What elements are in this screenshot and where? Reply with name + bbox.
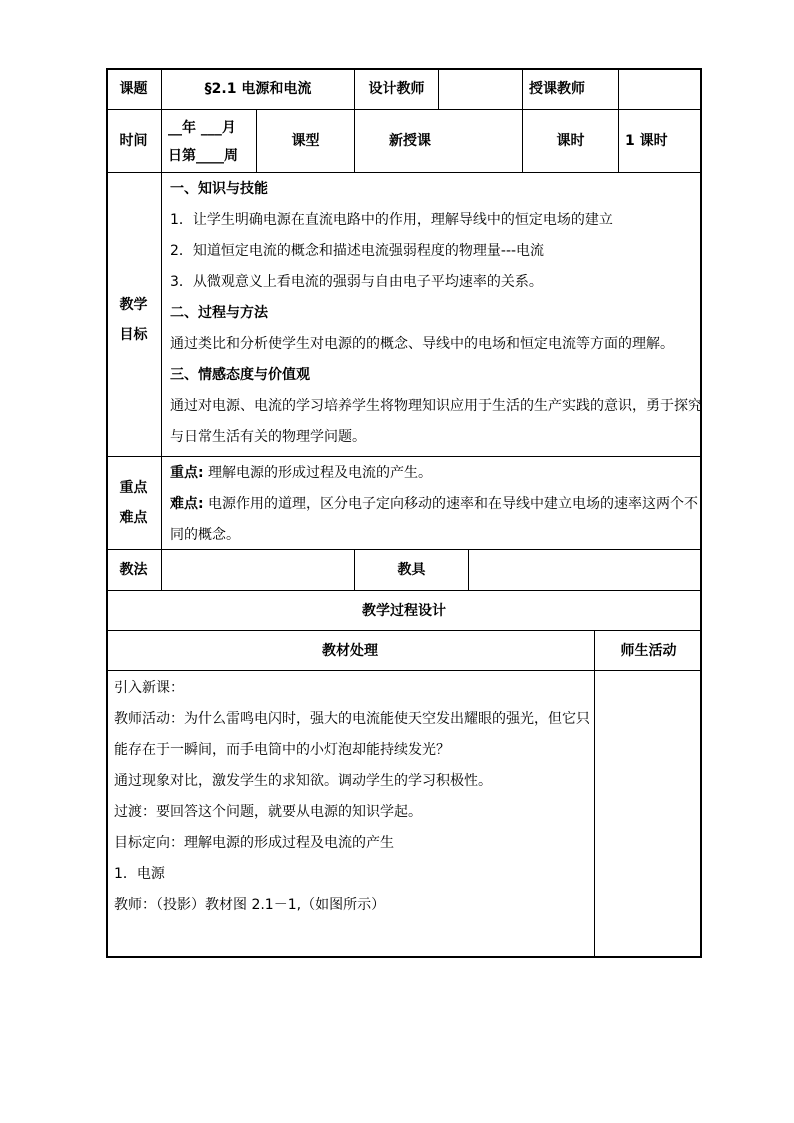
objectives-label-line1: 教学 <box>119 297 148 313</box>
row-divider <box>106 456 702 457</box>
row-divider <box>106 590 702 591</box>
process-line: 教师活动：为什么雷鸣电闪时，强大的电流能使天空发出耀眼的强光，但它只 <box>114 711 590 727</box>
process-line: 通过现象对比，激发学生的求知欲。调动学生的学习积极性。 <box>114 773 492 789</box>
teacher-label: 授课教师 <box>529 81 585 97</box>
topic-value: §2.1 电源和电流 <box>204 81 312 97</box>
difficult-point-label: 难点: <box>170 496 204 512</box>
keypoints-label <box>106 473 161 533</box>
difficult-point-text: 电源作用的道理，区分电子定向移动的速率和在导线中建立电场的速率这两个不 <box>203 496 699 512</box>
process-line: 过渡：要回答这个问题，就要从电源的知识学起。 <box>114 804 422 820</box>
material-column-header: 教材处理 <box>322 643 378 659</box>
col-divider <box>468 549 469 590</box>
difficult-point <box>170 489 698 520</box>
time-line2: 日第____周 <box>168 148 238 164</box>
objectives-heading-3: 三、情感态度与价值观 <box>170 367 310 383</box>
process-line: 能存在于一瞬间，而手电筒中的小灯泡却能持续发光？ <box>114 742 450 758</box>
tools-label: 教具 <box>397 562 426 578</box>
process-line: 目标定向：理解电源的形成过程及电流的产生 <box>114 835 394 851</box>
topic-label: 课题 <box>119 81 148 97</box>
key-point-label: 重点: <box>170 465 204 481</box>
row-divider <box>106 172 702 173</box>
hours-value: 1 课时 <box>625 133 668 149</box>
objective-item: 2．知道恒定电流的概念和描述电流强弱程度的物理量---电流 <box>170 243 545 259</box>
objective-item: 1．让学生明确电源在直流电路中的作用，理解导线中的恒定电场的建立 <box>170 212 613 228</box>
objectives-label-line2: 目标 <box>119 327 148 343</box>
designer-label: 设计教师 <box>368 81 425 97</box>
objectives-heading-1: 一、知识与技能 <box>170 181 268 197</box>
objectives-heading-2: 二、过程与方法 <box>170 305 268 321</box>
process-content <box>114 673 592 921</box>
col-divider <box>438 68 439 109</box>
process-line: 1．电源 <box>114 866 165 882</box>
col-divider <box>161 68 162 590</box>
key-point-text: 理解电源的形成过程及电流的产生。 <box>203 465 433 481</box>
row-divider <box>106 109 702 110</box>
keypoints-label-line1: 重点 <box>119 480 148 496</box>
objectives-content <box>170 174 702 453</box>
type-label: 课型 <box>291 133 320 149</box>
process-section-title: 教学过程设计 <box>362 603 446 619</box>
key-point <box>170 458 698 489</box>
type-value: 新授课 <box>389 133 431 149</box>
row-divider <box>106 630 702 631</box>
attitude-text: 通过对电源、电流的学习培养学生将物理知识应用于生活的生产实践的意识，勇于探究 <box>170 398 702 414</box>
time-line1: __年 ___月 <box>168 120 236 136</box>
time-label: 时间 <box>119 133 148 149</box>
keypoints-label-line2: 难点 <box>119 510 148 526</box>
objectives-label <box>106 290 161 350</box>
activity-column-header: 师生活动 <box>620 643 677 659</box>
process-method-text: 通过类比和分析使学生对电源的的概念、导线中的电场和恒定电流等方面的理解。 <box>170 336 674 352</box>
col-divider <box>618 68 619 172</box>
process-line: 教师：（投影）教材图 2.1－1,（如图所示） <box>114 897 386 913</box>
col-divider <box>594 630 595 958</box>
objective-item: 3．从微观意义上看电流的强弱与自由电子平均速率的关系。 <box>170 274 543 290</box>
keypoints-content <box>170 458 698 551</box>
method-label: 教法 <box>119 562 148 578</box>
attitude-text: 与日常生活有关的物理学问题。 <box>170 429 366 445</box>
hours-label: 课时 <box>556 133 585 149</box>
difficult-point-continued: 同的概念。 <box>170 527 240 543</box>
row-divider <box>106 670 702 671</box>
process-line: 引入新课： <box>114 680 184 696</box>
